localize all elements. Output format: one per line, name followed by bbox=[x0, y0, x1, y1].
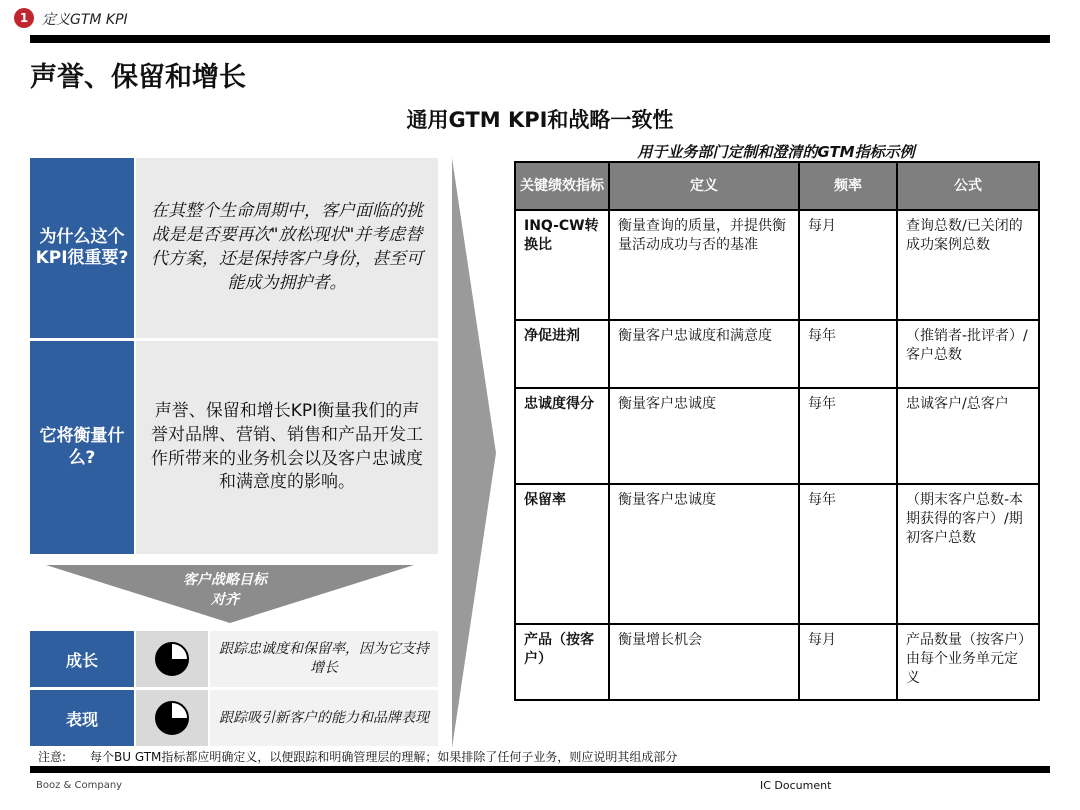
formula-cell: 查询总数/已关闭的成功案例总数 bbox=[897, 210, 1039, 320]
company-name: Booz & Company bbox=[36, 780, 123, 791]
formula-cell: 产品数量（按客户）由每个业务单元定义 bbox=[897, 624, 1039, 700]
definition-cell: 衡量增长机会 bbox=[609, 624, 799, 700]
note-label: 注意: bbox=[38, 750, 67, 764]
row-label-performance: 表现 bbox=[30, 690, 134, 746]
why-label: 为什么这个KPI很重要? bbox=[30, 158, 134, 338]
right-chevron-arrow bbox=[452, 158, 496, 748]
table-row bbox=[515, 388, 1039, 484]
definition-cell: 衡量客户忠诚度和满意度 bbox=[609, 320, 799, 388]
table-row bbox=[515, 320, 1039, 388]
row-icon-cell-performance bbox=[136, 690, 208, 746]
funnel-line-1: 客户战略目标 bbox=[183, 572, 267, 588]
funnel-line-2: 对齐 bbox=[211, 592, 239, 609]
definition-cell: 衡量查询的质量，并提供衡量活动成功与否的基准 bbox=[609, 210, 799, 320]
column-header-kpi: 关键绩效指标 bbox=[515, 162, 609, 210]
page-title: 声誉、保留和增长 bbox=[30, 62, 246, 93]
table-header-row bbox=[515, 162, 1039, 210]
frequency-cell: 每月 bbox=[799, 624, 897, 700]
frequency-cell: 每年 bbox=[799, 320, 897, 388]
kpi-table bbox=[514, 161, 1040, 701]
note-text: 每个BU GTM指标都应明确定义，以便跟踪和明确管理层的理解；如果排除了任何子业务，则应说明其组成部分 bbox=[90, 750, 678, 764]
section-title: 通用GTM KPI和战略一致性 bbox=[406, 108, 674, 132]
step-badge: 1 bbox=[14, 8, 34, 28]
three-quarter-circle-icon bbox=[154, 700, 190, 736]
definition-cell: 衡量客户忠诚度 bbox=[609, 388, 799, 484]
why-text: 在其整个生命周期中，客户面临的挑战是是否要再次"放松现状"并考虑替代方案，还是保持客户身份，甚至可能成为拥护者。 bbox=[136, 158, 438, 338]
bottom-divider bbox=[30, 766, 1050, 773]
formula-cell: （期末客户总数-本期获得的客户）/期初客户总数 bbox=[897, 484, 1039, 624]
top-divider bbox=[30, 35, 1050, 43]
what-label: 它将衡量什么? bbox=[30, 341, 134, 554]
metric-cell: INQ-CW转换比 bbox=[515, 210, 609, 320]
table-row bbox=[515, 624, 1039, 700]
breadcrumb: 定义GTM KPI bbox=[42, 12, 128, 28]
column-header-formula: 公式 bbox=[897, 162, 1039, 210]
row-label-growth: 成长 bbox=[30, 631, 134, 687]
row-icon-cell-growth bbox=[136, 631, 208, 687]
metric-cell: 忠诚度得分 bbox=[515, 388, 609, 484]
document-label: IC Document bbox=[760, 779, 832, 792]
metric-cell: 产品（按客户） bbox=[515, 624, 609, 700]
formula-cell: （推销者-批评者）/客户总数 bbox=[897, 320, 1039, 388]
column-header-definition: 定义 bbox=[609, 162, 799, 210]
metric-cell: 保留率 bbox=[515, 484, 609, 624]
what-text: 声誉、保留和增长KPI衡量我们的声誉对品牌、营销、销售和产品开发工作所带来的业务机会以及客户忠诚度和满意度的影响。 bbox=[136, 341, 438, 554]
column-header-frequency: 频率 bbox=[799, 162, 897, 210]
table-row bbox=[515, 484, 1039, 624]
funnel-caption bbox=[150, 570, 300, 611]
frequency-cell: 每年 bbox=[799, 484, 897, 624]
frequency-cell: 每月 bbox=[799, 210, 897, 320]
table-caption: 用于业务部门定制和澄清的GTM指标示例 bbox=[637, 143, 915, 161]
three-quarter-circle-icon bbox=[154, 641, 190, 677]
frequency-cell: 每年 bbox=[799, 388, 897, 484]
metric-cell: 净促进剂 bbox=[515, 320, 609, 388]
row-text-performance: 跟踪吸引新客户的能力和品牌表现 bbox=[210, 690, 438, 746]
table-row bbox=[515, 210, 1039, 320]
definition-cell: 衡量客户忠诚度 bbox=[609, 484, 799, 624]
formula-cell: 忠诚客户/总客户 bbox=[897, 388, 1039, 484]
row-text-growth: 跟踪忠诚度和保留率，因为它支持增长 bbox=[210, 631, 438, 687]
